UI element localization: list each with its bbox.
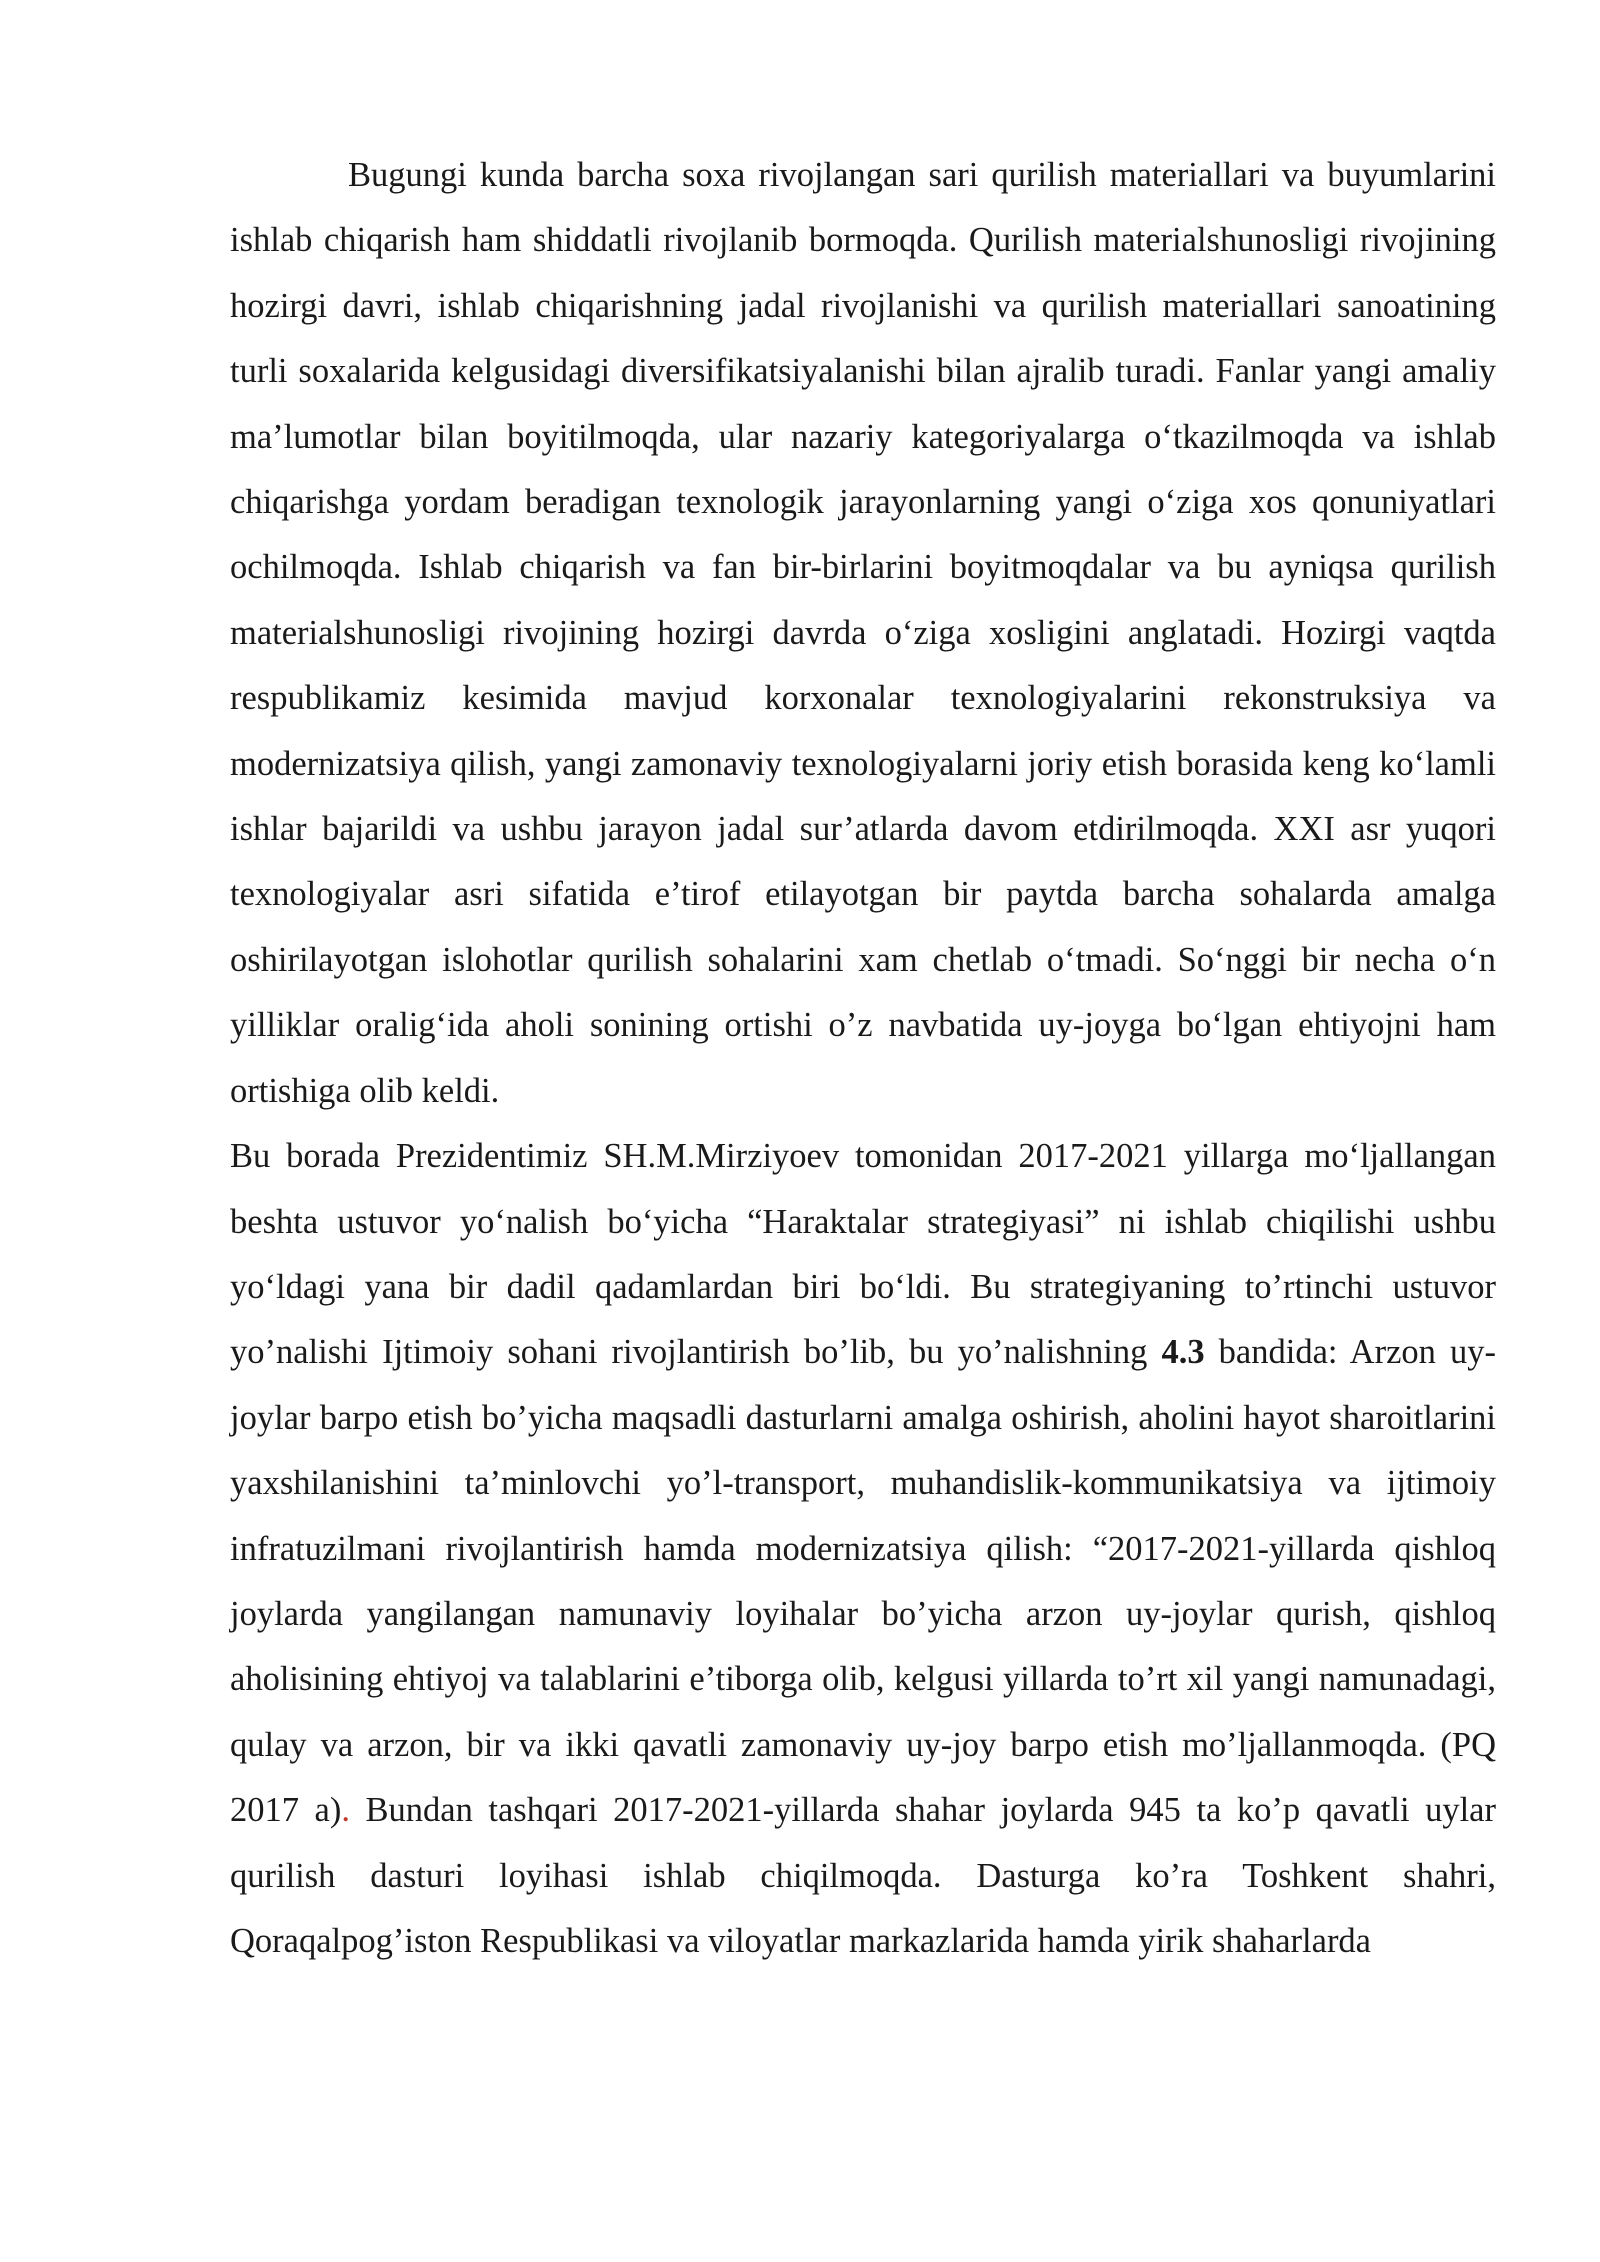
section-number-bold: 4.3	[1161, 1333, 1205, 1372]
paragraph-strategy	[230, 1124, 1496, 1974]
highlighted-period: .	[341, 1791, 350, 1830]
paragraph-strategy-text-3: Bundan tashqari 2017-2021-yillarda shahar joylarda 945 ta ko’p qavatli uylar qurilish dasturi loyihasi ishlab chiqilmoqda. Dasturga ko’ra Toshkent shahri, Qoraqalpog’iston Respublikasi va viloyatlar markazlarida hamda yirik shaharlarda	[230, 1791, 1496, 1960]
paragraph-intro: Bugungi kunda barcha soxa rivojlangan sari qurilish materiallari va buyumlarini ishlab chiqarish ham shiddatli rivojlanib bormoqda. Qurilish materialshunosligi rivojining hozirgi davri, ishlab chiqarishning jadal rivojlanishi va qurilish materiallari sanoatining turli soxalarida kelgusidagi diversifikatsiyalanishi bilan ajralib turadi. Fanlar yangi amaliy ma’lumotlar bilan boyitilmoqda, ular nazariy kategoriyalarga o‘tkazilmoqda va ishlab chiqarishga yordam beradigan texnologik jarayonlarning yangi o‘ziga xos qonuniyatlari ochilmoqda. Ishlab chiqarish va fan bir-birlarini boyitmoqdalar va bu ayniqsa qurilish materialshunosligi rivojining hozirgi davrda o‘ziga xosligini anglatadi. Hozirgi vaqtda respublikamiz kesimida mavjud korxonalar texnologiyalarini rekonstruksiya va modernizatsiya qilish, yangi zamonaviy texnologiyalarni joriy etish borasida keng ko‘lamli ishlar bajarildi va ushbu jarayon jadal sur’atlarda davom etdirilmoqda. XXI asr yuqori texnologiyalar asri sifatida e’tirof etilayotgan bir paytda barcha sohalarda amalga oshirilayotgan islohotlar qurilish sohalarini xam chetlab o‘tmadi. So‘nggi bir necha o‘n yilliklar oralig‘ida aholi sonining ortishi o’z navbatida uy-joyga bo‘lgan ehtiyojni ham ortishiga olib keldi.	[230, 156, 1496, 1110]
paragraph-strategy-text-2: bandida: Arzon uy-joylar barpo etish bo’yicha maqsadli dasturlarni amalga oshirish, aholini hayot sharoitlarini yaxshilanishini ta’minlovchi yo’l-transport, muhandislik-kommunikatsiya va ijtimoiy infratuzilmani rivojlantirish hamda modernizatsiya qilish: “2017-2021-yillarda qishloq joylarda yangilangan namunaviy loyihalar bo’yicha arzon uy-joylar qurish, qishloq aholisining ehtiyoj va talablarini e’tiborga olib, kelgusi yillarda to’rt xil yangi namunadagi, qulay va arzon, bir va ikki qavatli zamonaviy uy-joy barpo etish mo’ljallanmoqda. (PQ 2017 a)	[230, 1333, 1496, 1830]
paragraph-strategy-text-1: Bu borada Prezidentimiz SH.M.Mirziyoev tomonidan 2017-2021 yillarga mo‘ljallangan beshta ustuvor yo‘nalish bo‘yicha “Haraktalar strategiyasi” ni ishlab chiqilishi ushbu yo‘ldagi yana bir dadil qadamlardan biri bo‘ldi. Bu strategiyaning to’rtinchi ustuvor yo’nalishi Ijtimoiy sohani rivojlantirish bo’lib, bu yo’nalishning	[230, 1137, 1496, 1372]
document-body	[230, 143, 1496, 1974]
